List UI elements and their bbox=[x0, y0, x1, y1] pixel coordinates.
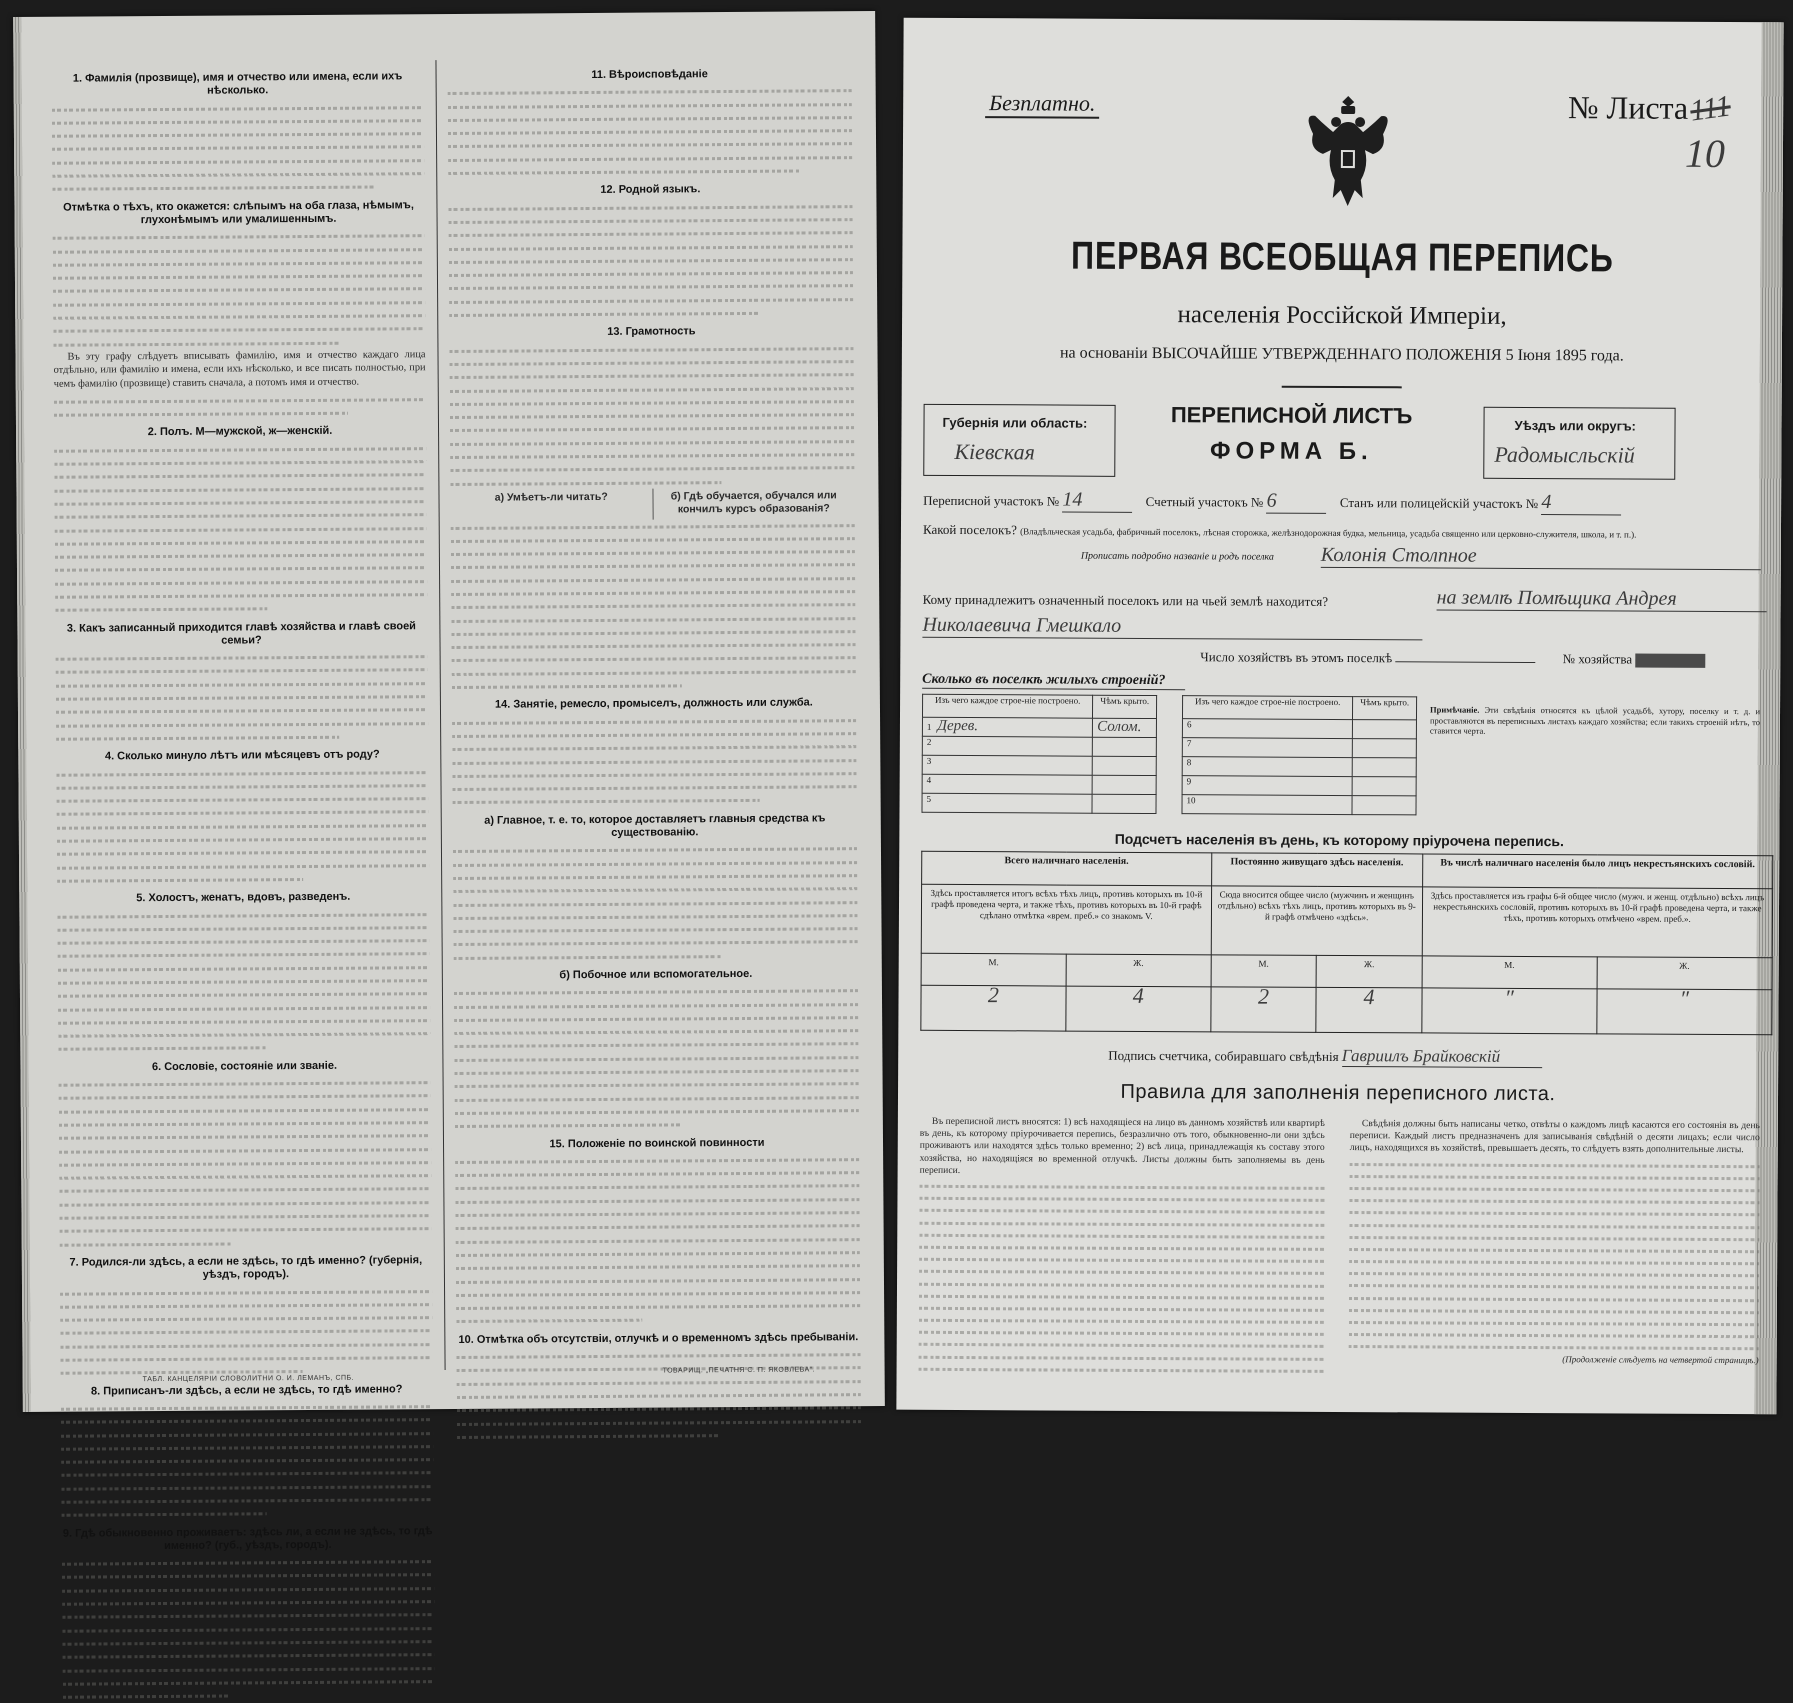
sheet-number-struck: 111 bbox=[1688, 89, 1734, 128]
signature-label: Подпись счетчика, собиравшаго свѣдѣнія bbox=[1108, 1047, 1339, 1064]
rules-right bbox=[1349, 1118, 1760, 1366]
section-heading: 10. Отмѣтка объ отсутствіи, отлучкѣ и о временномъ здѣсь пребываніи. bbox=[458, 1330, 859, 1346]
owner-value-2: Николаевича Гмешкало bbox=[922, 614, 1422, 641]
divider bbox=[1282, 386, 1402, 389]
building-material-cell bbox=[1182, 776, 1352, 796]
body-text-line bbox=[63, 1689, 230, 1703]
body-text-line bbox=[450, 475, 721, 490]
buildings-table-a bbox=[921, 694, 1157, 814]
building-roof-cell bbox=[1352, 758, 1416, 777]
section-heading: 2. Полъ. М—мужской, ж—женскій. bbox=[147, 425, 333, 439]
instructions-column-2 bbox=[447, 61, 861, 1443]
female-label: Ж. bbox=[1316, 955, 1422, 988]
document-title: ПЕРВАЯ ВСЕОБЩАЯ ПЕРЕПИСЬ bbox=[1071, 234, 1614, 281]
building-material-cell bbox=[1182, 757, 1352, 777]
body-text-line bbox=[454, 935, 858, 951]
rules-left-text: Въ переписной листъ вносятся: 1) всѣ находящіеся на лицо въ данномъ хозяйствѣ или квартирѣ въ день, къ которому пріурочивается перепись, безразлично отъ того, обыкновенно-ли они здѣсь проживаютъ или находятся здѣсь только временно; 2) всѣ лица, принадлежащія къ составу этого хозяйства, но находящіяся во временной отлучкѣ. Листы должны быть заполняемы въ день переписи. bbox=[919, 1115, 1325, 1176]
body-text-line bbox=[63, 1674, 435, 1690]
poselok-value: Колонія Столпное bbox=[1321, 544, 1761, 570]
note-title: Примѣчаніе. bbox=[1430, 704, 1480, 715]
rules-footnote: (Продолженіе слѣдуетъ на четвертой страницѣ.) bbox=[1562, 1353, 1759, 1365]
building-row bbox=[1182, 738, 1416, 758]
building-material-cell bbox=[922, 736, 1092, 756]
households-row bbox=[1200, 649, 1705, 668]
body-text-line bbox=[57, 858, 429, 874]
form-title-line2: ФОРМА Б. bbox=[1209, 437, 1373, 466]
signature-row bbox=[1108, 1045, 1542, 1068]
body-text-line bbox=[456, 1298, 860, 1314]
building-row bbox=[1182, 719, 1416, 739]
stan-label: Станъ или полицейскій участокъ № bbox=[1339, 494, 1539, 512]
count-column-header: Постоянно живущаго здѣсь населенія. bbox=[1211, 853, 1422, 887]
building-row bbox=[922, 755, 1156, 775]
building-roof-cell bbox=[1353, 720, 1417, 739]
count-column-description: Здѣсь проставляется изъ графы 6-й общее число (мужч. и женщ. отдѣльно) всѣхъ лицъ некрестьянскихъ сословій, противъ которыхъ въ 10-й графѣ проведена черта, и также тѣхъ, противъ которыхъ отмѣчено «врем. преб.». bbox=[1422, 886, 1773, 957]
schet-uchastok-label: Счетный участокъ № bbox=[1145, 493, 1264, 510]
building-material-cell bbox=[922, 793, 1092, 813]
female-label: Ж. bbox=[1597, 956, 1773, 989]
count-column-description: Сюда вносится общее число (мужчинъ и женщинъ отдѣльно) всѣхъ тѣхъ лицъ, противъ которыхъ въ 9-й графѣ отмѣчено «здѣсь». bbox=[1211, 885, 1422, 955]
building-row bbox=[922, 774, 1156, 794]
body-text-line bbox=[450, 460, 854, 476]
body-text-line bbox=[448, 164, 800, 180]
section-heading: 5. Холостъ, женатъ, вдовъ, разведенъ. bbox=[136, 890, 351, 905]
body-text-line bbox=[60, 1221, 432, 1237]
buildings-table-b bbox=[1181, 695, 1417, 815]
building-material-cell bbox=[1182, 719, 1352, 739]
body-text-line bbox=[60, 1350, 432, 1366]
building-row bbox=[1182, 757, 1416, 777]
body-text-line bbox=[57, 872, 303, 887]
poselok-hint: (Владѣльческая усадьба, фабричный поселокъ, лѣсная сторожка, желѣзнодорожная будка, мельница, усадьба священно или церковно-служителя, школа, и т. п.). bbox=[1020, 526, 1637, 540]
section-heading: 11. Вѣроисповѣданіе bbox=[591, 68, 708, 81]
poselok-label: Какой поселокъ? bbox=[922, 521, 1017, 538]
section-heading: 1. Фамилія (прозвище), имя и отчество или имена, если ихъ нѣсколько. bbox=[72, 70, 403, 97]
paragraph: Въ эту графу слѣдуетъ вписывать фамилію, имя и отчество каждаго лица отдѣльно, или фамилію и имена, если ихъ нѣсколько, и все писать полностью, при чемъ фамилію (прозвище) ставить сначала, а потомъ имя и отчество. bbox=[53, 349, 426, 390]
body-text-line bbox=[55, 587, 427, 603]
perepis-uchastok-value: 14 bbox=[1062, 489, 1132, 513]
section-heading: 8. Приписанъ-ли здѣсь, а если не здѣсь, то гдѣ именно? bbox=[90, 1382, 403, 1398]
male-label: М. bbox=[1422, 955, 1597, 988]
building-row bbox=[1182, 795, 1416, 815]
count-title: Подсчетъ населенія въ день, къ которому пріурочена перепись. bbox=[1114, 830, 1564, 850]
count-column-header: Въ числѣ наличнаго населенія было лицъ некрестьянскихъ сословій. bbox=[1422, 854, 1772, 888]
uezd-value: Радомысльскій bbox=[1494, 441, 1635, 468]
owner-label: Кому принадлежитъ означенный поселокъ или на чьей землѣ находится? bbox=[922, 591, 1329, 609]
gubernia-label: Губернія или область: bbox=[942, 414, 1088, 431]
right-page bbox=[896, 18, 1783, 1415]
literacy-subheader-b: б) Гдѣ обучается, обучался или кончилъ курсъ образованія? bbox=[670, 489, 837, 516]
building-roof-cell bbox=[1092, 775, 1156, 794]
building-roof-cell bbox=[1352, 777, 1416, 796]
owner-value-1: на землѣ Помѣщика Андрея bbox=[1437, 587, 1767, 613]
count-column-header: Всего наличнаго населенія. bbox=[922, 851, 1212, 885]
body-text-line bbox=[455, 1103, 859, 1119]
section-heading: Отмѣтка о тѣхъ, кто окажется: слѣпымъ на оба глаза, нѣмымъ, глухонѣмымъ или умалишеннымъ. bbox=[63, 198, 414, 227]
poselok-hint-2: Прописать подробно названіе и родъ поселка bbox=[1080, 550, 1274, 563]
body-text-line bbox=[449, 306, 760, 321]
building-row bbox=[922, 717, 1156, 737]
building-row-number: 10 bbox=[1186, 795, 1196, 806]
household-no-label: № хозяйства bbox=[1562, 651, 1633, 667]
section-heading: 7. Родился-ли здѣсь, а если не здѣсь, то гдѣ именно? (губернія, уѣздъ, городъ). bbox=[69, 1254, 423, 1281]
form-title bbox=[1116, 397, 1466, 471]
bld-col-material: Изъ чего каждое строе-ніе построено. bbox=[922, 694, 1092, 718]
female-count: ″ bbox=[1596, 989, 1772, 1035]
left-page bbox=[13, 11, 885, 1552]
body-text-line bbox=[452, 779, 856, 795]
body-text-line bbox=[449, 292, 853, 308]
male-count: 2 bbox=[921, 985, 1066, 1031]
male-count: 2 bbox=[1211, 987, 1317, 1033]
printer-footer-right: ТОВАРИЩ. „ПЕЧАТНЯ С. П. ЯКОВЛЕВА“. bbox=[662, 1366, 816, 1375]
stan-value: 4 bbox=[1541, 491, 1621, 515]
building-row-number: 2 bbox=[926, 736, 932, 747]
body-text-line bbox=[61, 1492, 433, 1508]
uezd-label: Уѣздъ или округъ: bbox=[1514, 417, 1636, 434]
body-text-line bbox=[52, 180, 376, 196]
building-row-number: 4 bbox=[926, 774, 932, 785]
building-roof-cell bbox=[1092, 756, 1156, 775]
households-value bbox=[1395, 661, 1535, 663]
building-material-cell bbox=[1182, 738, 1352, 758]
rules-left bbox=[919, 1116, 1325, 1376]
section-heading: 13. Грамотность bbox=[607, 325, 696, 339]
body-text-line bbox=[1349, 1339, 1759, 1353]
body-text-line bbox=[55, 602, 267, 617]
building-roof-cell bbox=[1093, 718, 1157, 737]
female-count: 4 bbox=[1066, 986, 1211, 1032]
building-material-cell bbox=[1182, 795, 1352, 815]
body-text-line bbox=[53, 335, 340, 350]
uezd-box bbox=[1483, 407, 1675, 480]
building-roof-cell bbox=[1353, 739, 1417, 758]
body-text-line bbox=[457, 1414, 861, 1430]
body-text-line bbox=[54, 406, 348, 421]
body-text-line bbox=[58, 1026, 430, 1042]
literacy-subheader-a: а) Умѣетъ-ли читать? bbox=[450, 488, 653, 520]
form-title-line1: ПЕРЕПИСНОЙ ЛИСТЪ bbox=[1170, 402, 1413, 429]
body-text-line bbox=[919, 1362, 1324, 1376]
literacy-subheader bbox=[450, 487, 854, 520]
building-row bbox=[922, 793, 1156, 813]
column-divider bbox=[435, 60, 445, 1370]
section-heading: 9. Гдѣ обыкновенно проживаетъ: здѣсь ли, а если не здѣсь, то гдѣ именно? (губ., уѣздъ, городъ). bbox=[62, 1524, 433, 1552]
male-count: ″ bbox=[1422, 988, 1597, 1034]
female-label: Ж. bbox=[1066, 954, 1211, 987]
schet-uchastok-value: 6 bbox=[1267, 490, 1327, 514]
sheet-number-label: № Листа bbox=[1567, 89, 1689, 126]
building-row-number: 5 bbox=[926, 793, 932, 804]
building-material-value: Дерев. bbox=[937, 717, 979, 735]
body-text-line bbox=[56, 730, 339, 745]
body-text-line bbox=[454, 949, 721, 964]
population-count-table bbox=[920, 851, 1773, 1035]
body-text-line bbox=[452, 664, 856, 680]
page-edge bbox=[13, 17, 31, 1412]
male-label: М. bbox=[1211, 954, 1317, 987]
poselok-block bbox=[923, 522, 1763, 542]
legal-basis: на основаніи ВЫСОЧАЙШЕ УТВЕРЖДЕННАГО ПОЛОЖЕНІЯ 5 Іюня 1895 года. bbox=[1059, 344, 1624, 365]
building-material-cell bbox=[922, 755, 1092, 775]
building-row-number: 6 bbox=[1186, 719, 1192, 730]
building-roof-cell bbox=[1093, 737, 1157, 756]
body-text-line bbox=[54, 392, 426, 408]
female-count: 4 bbox=[1316, 987, 1422, 1033]
body-text-line bbox=[62, 1507, 267, 1522]
body-text-line bbox=[455, 1118, 681, 1133]
printer-footer-left: ТАБЛ. КАНЦЕЛЯРІИ СЛОВОЛИТНИ О. И. ЛЕМАНЪ, СПБ. bbox=[142, 1374, 355, 1384]
building-material-cell bbox=[922, 717, 1092, 737]
body-text-line bbox=[53, 321, 425, 337]
note-text: Эти свѣдѣнія относятся къ цѣлой усадьбѣ, хутору, поселку и т. д. и проставляются въ переписныхъ листахъ каждаго хозяйства; если такихъ строеній нѣтъ, то ставится черта. bbox=[1429, 704, 1761, 736]
signature-value: Гавриилъ Брайковскій bbox=[1342, 1046, 1542, 1068]
gubernia-value: Кіевская bbox=[954, 438, 1035, 465]
buildings-note bbox=[1430, 704, 1760, 737]
male-label: М. bbox=[921, 953, 1066, 986]
imperial-eagle-emblem bbox=[1303, 94, 1394, 214]
body-text-line bbox=[456, 1313, 642, 1328]
building-row bbox=[1182, 776, 1416, 796]
building-material-cell bbox=[922, 774, 1092, 794]
document-subtitle: населенія Россійской Имперіи, bbox=[1177, 301, 1507, 330]
sheet-number-value: 10 bbox=[1684, 130, 1726, 177]
buildings-label: Сколько въ поселкѣ жилыхъ строеній? bbox=[922, 672, 1185, 690]
free-label: Безплатно. bbox=[985, 90, 1099, 119]
body-text-line bbox=[58, 1041, 266, 1056]
building-roof-cell bbox=[1352, 796, 1416, 815]
section-heading: 3. Какъ записанный приходится главѣ хозяйства и главѣ своей семьи? bbox=[66, 619, 416, 647]
section-heading: 12. Родной языкъ. bbox=[600, 183, 701, 197]
gubernia-box bbox=[923, 404, 1115, 477]
building-row-number: 8 bbox=[1186, 757, 1192, 768]
section-heading: а) Главное, т. е. то, которое доставляетъ главныя средства къ существованію. bbox=[484, 812, 826, 839]
perepis-uchastok-label: Переписной участокъ № bbox=[923, 492, 1060, 509]
building-row-number: 3 bbox=[926, 755, 932, 766]
rules-right-text: Свѣдѣнія должны быть написаны четко, отвѣты о каждомъ лицѣ касаются его состоянія въ день переписи. Каждый листъ предназначенъ для записыванія свѣдѣній о десяти лицахъ; если число лицъ, находящихся въ хозяйствѣ, превышаетъ десять, то слѣдуетъ взять дополнительные листы. bbox=[1349, 1118, 1760, 1156]
households-label: Число хозяйствъ въ этомъ поселкѣ bbox=[1200, 649, 1393, 666]
bld-col-roof: Чѣмъ крыто. bbox=[1353, 697, 1417, 720]
section-heading: 4. Сколько минуло лѣтъ или мѣсяцевъ отъ роду? bbox=[104, 748, 380, 763]
bld-col-material: Изъ чего каждое строе-ніе построено. bbox=[1182, 696, 1352, 720]
building-row-number: 1 bbox=[926, 721, 932, 732]
building-row bbox=[922, 736, 1156, 756]
rules-title: Правила для заполненія переписного листа. bbox=[1120, 1080, 1556, 1106]
building-row-number: 9 bbox=[1186, 776, 1192, 787]
body-text-line bbox=[56, 716, 428, 732]
body-text-line bbox=[453, 793, 760, 808]
count-column-description: Здѣсь проставляется итогъ всѣхъ тѣхъ лицъ, противъ которыхъ въ 10-й графѣ проведена черта, и также тѣхъ, противъ которыхъ въ 10-й графѣ сдѣлано отмѣтка «врем. преб.» со знакомъ V. bbox=[921, 884, 1211, 955]
section-heading: б) Побочное или вспомогательное. bbox=[559, 967, 753, 982]
building-roof-value: Солом. bbox=[1097, 718, 1142, 735]
section-heading: 15. Положеніе по воинской повинности bbox=[549, 1136, 765, 1150]
section-heading: 14. Занятіе, ремесло, промыселъ, должность или служба. bbox=[494, 696, 813, 712]
household-no-redacted bbox=[1635, 654, 1705, 668]
bld-col-roof: Чѣмъ крыто. bbox=[1093, 695, 1157, 718]
body-text-line bbox=[60, 1236, 231, 1250]
building-row-number: 7 bbox=[1186, 738, 1192, 749]
instructions-column-1 bbox=[51, 64, 434, 1703]
building-roof-cell bbox=[1092, 794, 1156, 813]
body-text-line bbox=[457, 1428, 720, 1443]
body-text-line bbox=[452, 678, 682, 693]
uchastok-row bbox=[923, 488, 1621, 516]
section-heading: 6. Сословіе, состояніе или званіе. bbox=[151, 1059, 338, 1073]
